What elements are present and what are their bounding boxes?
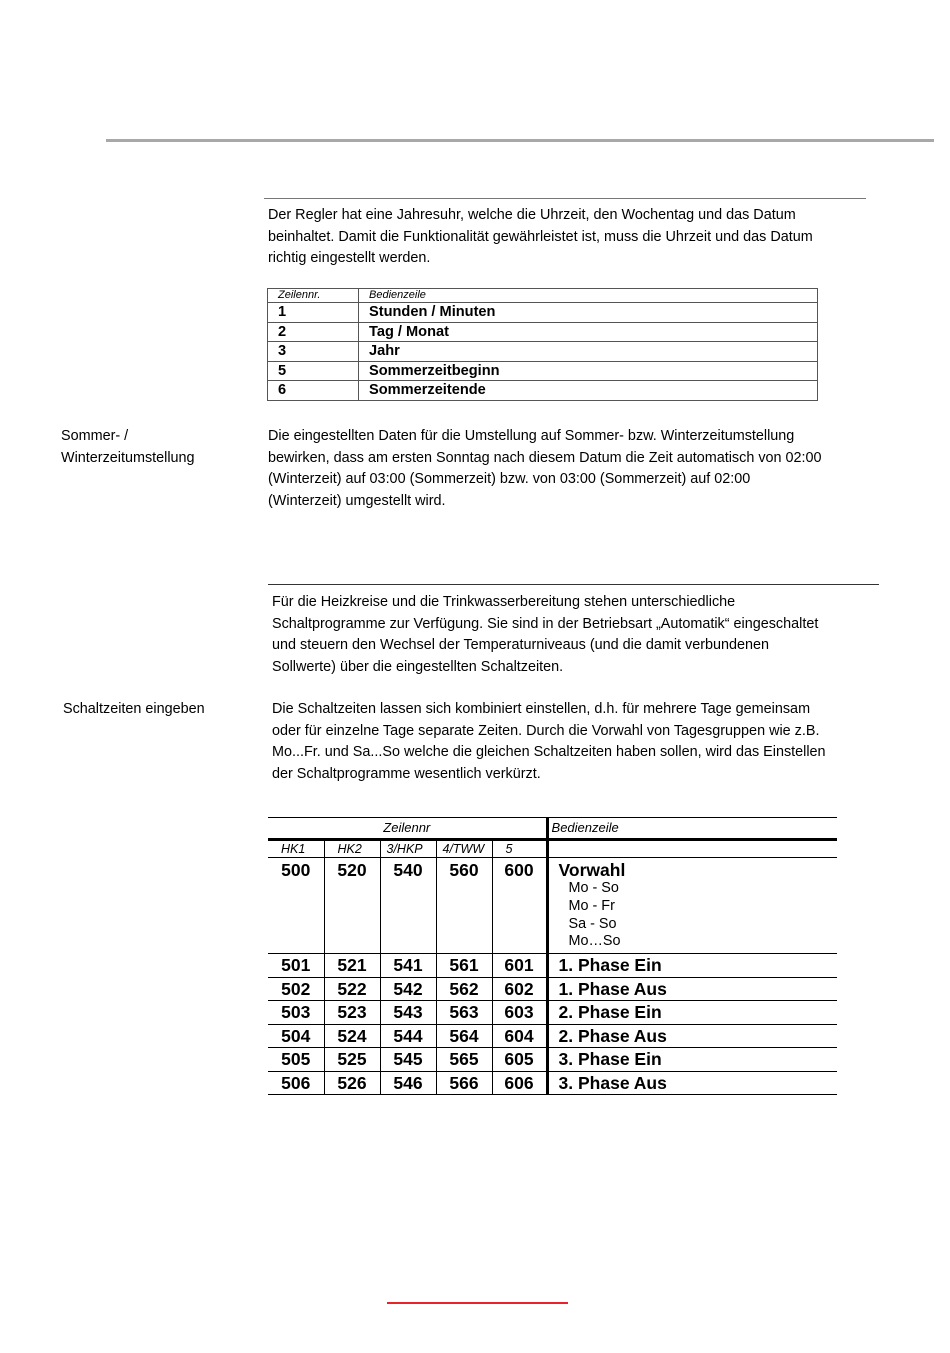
table-row: [268, 361, 818, 381]
summer-paragraph: [268, 426, 878, 512]
switch-times-side-label: Schaltzeiten eingeben: [63, 701, 205, 717]
column-header: Bedienzeile: [359, 289, 818, 303]
vorwahl-cell: [547, 858, 837, 954]
table-row: [268, 977, 837, 1001]
table-subheader-row: [268, 840, 837, 858]
line-label: Tag / Monat: [359, 322, 818, 342]
text-line: der Schaltprogramme wesentlich verkürzt.: [272, 765, 541, 782]
line-number: 565: [436, 1048, 492, 1072]
switch-times-paragraph: [272, 699, 892, 785]
line-number: 500: [268, 858, 324, 954]
intro-paragraph: [268, 205, 868, 270]
text-line: Die eingestellten Daten für die Umstellung auf Sommer- bzw. Winterzeitumstellung: [268, 428, 795, 444]
vorwahl-option: Mo…So: [568, 933, 621, 950]
line-number: 503: [268, 1001, 324, 1025]
vorwahl-option: Mo - Fr: [568, 897, 615, 914]
line-number: 561: [436, 954, 492, 978]
line-number: 523: [324, 1001, 380, 1025]
text-line: Die Schaltzeiten lassen sich kombiniert einstellen, d.h. für mehrere Tage gemeinsam: [272, 701, 811, 717]
line-number: 544: [380, 1024, 436, 1048]
line-number: 522: [324, 977, 380, 1001]
footer-rule: [387, 1302, 568, 1304]
line-number: 521: [324, 954, 380, 978]
line-label: Stunden / Minuten: [359, 303, 818, 323]
side-label-line: Sommer- /: [61, 428, 129, 444]
line-number: 543: [380, 1001, 436, 1025]
line-label: 2. Phase Aus: [547, 1024, 837, 1048]
line-number: 606: [492, 1071, 547, 1095]
header-rule: [106, 139, 934, 142]
line-number: 562: [436, 977, 492, 1001]
line-number: 566: [436, 1071, 492, 1095]
section-rule: [264, 198, 866, 199]
line-number: 3: [268, 342, 359, 362]
line-number: 1: [268, 303, 359, 323]
line-number: 604: [492, 1024, 547, 1048]
table-row: [268, 342, 818, 362]
text-line: Der Regler hat eine Jahresuhr, welche die Uhrzeit, den Wochentag und das Datum: [268, 207, 796, 223]
text-line: Sollwerte) über die eingestellten Schaltzeiten.: [272, 658, 564, 675]
vorwahl-label: Vorwahl: [558, 860, 626, 880]
line-number: 526: [324, 1071, 380, 1095]
line-label: 1. Phase Ein: [547, 954, 837, 978]
column-subheader: 3/HKP: [380, 840, 436, 858]
column-subheader: 4/TWW: [436, 840, 492, 858]
table-row: [268, 322, 818, 342]
text-line: Für die Heizkreise und die Trinkwasserbereitung stehen unterschiedliche: [272, 594, 736, 610]
text-line: bewirken, dass am ersten Sonntag nach diesem Datum die Zeit automatisch von 02:00: [268, 449, 822, 466]
column-header: Zeilennr.: [268, 289, 359, 303]
programs-paragraph: [272, 592, 882, 678]
text-line: Schaltprogramme zur Verfügung. Sie sind in der Betriebsart „Automatik“ eingeschaltet: [272, 615, 819, 632]
text-line: (Winterzeit) umgestellt wird.: [268, 492, 446, 509]
text-line: und steuern den Wechsel der Temperaturniveaus (und die damit verbundenen: [272, 637, 770, 654]
line-number: 504: [268, 1024, 324, 1048]
text-line: richtig eingestellt werden.: [268, 250, 431, 267]
table-row: [268, 1024, 837, 1048]
line-number: 541: [380, 954, 436, 978]
line-number: 542: [380, 977, 436, 1001]
line-number: 605: [492, 1048, 547, 1072]
line-label: Sommerzeitbeginn: [359, 361, 818, 381]
line-number: 602: [492, 977, 547, 1001]
line-number: 564: [436, 1024, 492, 1048]
table-header-row: [268, 818, 837, 840]
table-row-vorwahl: [268, 858, 837, 954]
line-label: 1. Phase Aus: [547, 977, 837, 1001]
text-line: beinhaltet. Damit die Funktionalität gewährleistet ist, muss die Uhrzeit und das Datum: [268, 228, 813, 245]
empty-cell: [547, 840, 837, 858]
table-row: [268, 1048, 837, 1072]
line-number: 502: [268, 977, 324, 1001]
column-header: Bedienzeile: [547, 818, 837, 840]
line-number: 524: [324, 1024, 380, 1048]
vorwahl-option: Sa - So: [568, 915, 617, 932]
table-header-row: [268, 289, 818, 303]
line-number: 560: [436, 858, 492, 954]
clock-settings-table: [267, 288, 818, 401]
line-number: 501: [268, 954, 324, 978]
line-number: 603: [492, 1001, 547, 1025]
line-number: 506: [268, 1071, 324, 1095]
vorwahl-options: [559, 880, 837, 951]
table-row: [268, 1071, 837, 1095]
line-label: 3. Phase Aus: [547, 1071, 837, 1095]
line-number: 540: [380, 858, 436, 954]
table-row: [268, 954, 837, 978]
switch-times-table: [268, 817, 837, 1095]
line-number: 563: [436, 1001, 492, 1025]
line-label: 3. Phase Ein: [547, 1048, 837, 1072]
text-line: (Winterzeit) auf 03:00 (Sommerzeit) bzw. von 03:00 (Sommerzeit) auf 02:00: [268, 471, 751, 488]
column-subheader: HK2: [324, 840, 380, 858]
line-number: 600: [492, 858, 547, 954]
line-number: 545: [380, 1048, 436, 1072]
column-subheader: 5: [492, 840, 547, 858]
line-label: Jahr: [359, 342, 818, 362]
vorwahl-option: Mo - So: [568, 880, 619, 896]
section-rule: [268, 584, 879, 585]
line-number: 601: [492, 954, 547, 978]
line-number: 6: [268, 381, 359, 401]
line-number: 546: [380, 1071, 436, 1095]
line-number: 520: [324, 858, 380, 954]
text-line: Mo...Fr. und Sa...So welche die gleichen Schaltzeiten haben sollen, wird das Einstellen: [272, 744, 826, 761]
table-row: [268, 303, 818, 323]
line-number: 505: [268, 1048, 324, 1072]
side-label-line: Winterzeitumstellung: [61, 449, 195, 466]
line-number: 2: [268, 322, 359, 342]
line-label: Sommerzeitende: [359, 381, 818, 401]
line-label: 2. Phase Ein: [547, 1001, 837, 1025]
table-row: [268, 381, 818, 401]
column-group-header: Zeilennr: [268, 818, 547, 840]
column-subheader: HK1: [268, 840, 324, 858]
line-number: 5: [268, 361, 359, 381]
text-line: oder für einzelne Tage separate Zeiten. Durch die Vorwahl von Tagesgruppen wie z.B.: [272, 722, 820, 739]
table-row: [268, 1001, 837, 1025]
line-number: 525: [324, 1048, 380, 1072]
summer-side-label: [61, 426, 251, 469]
